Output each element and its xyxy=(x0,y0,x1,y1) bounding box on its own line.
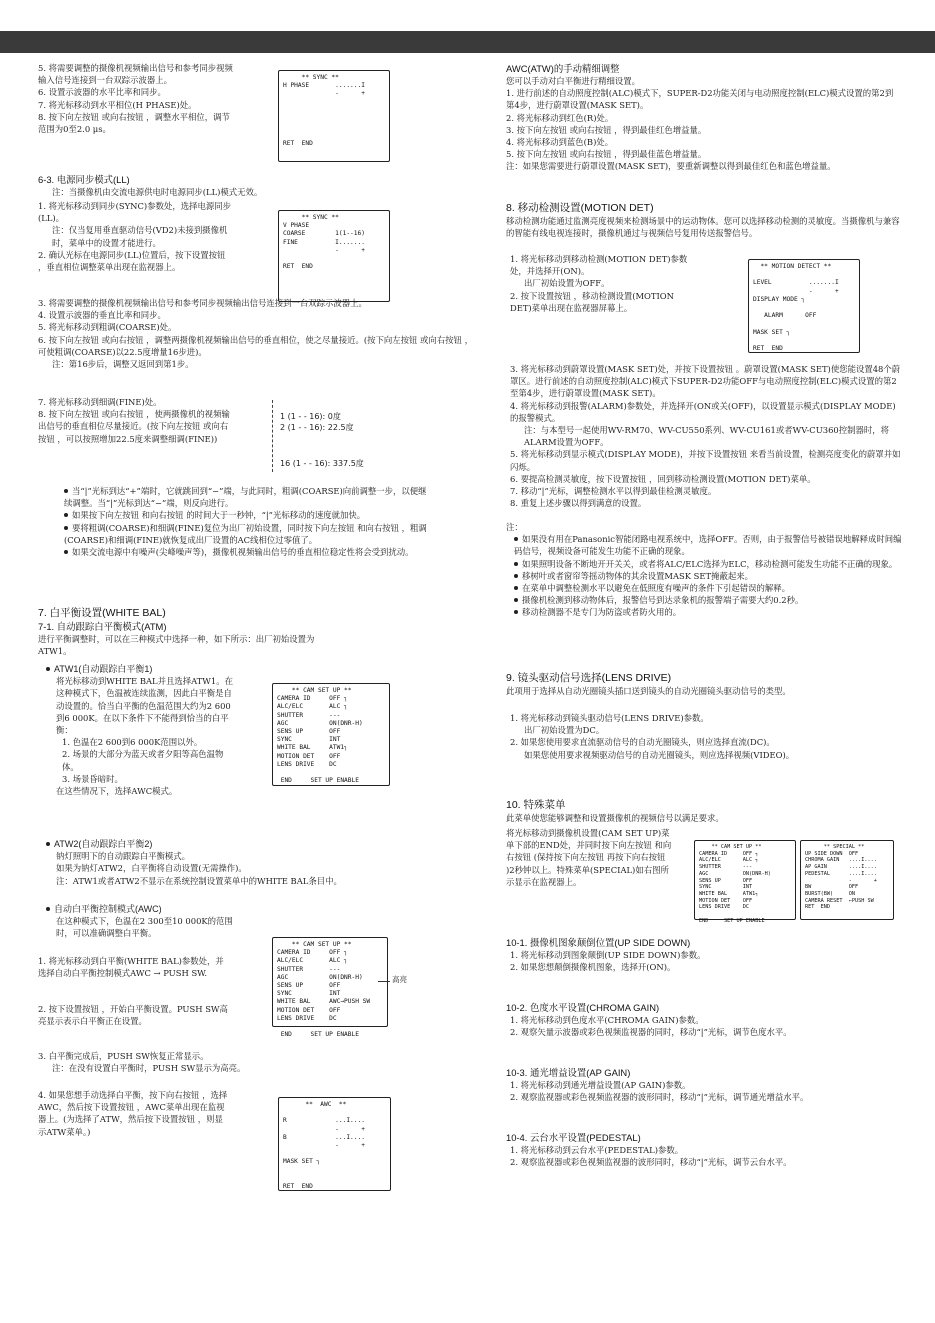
phase-label: 1 (1 - - 16): 0度 xyxy=(280,412,341,421)
bullet-item xyxy=(64,485,434,509)
step-text: 5. 按下向左按钮 或向右按钮 ，得到最佳蓝色增益量。 xyxy=(506,149,707,160)
step-text: 1. 将光标移动到图象颠倒(UP SIDE DOWN)参数。 xyxy=(510,950,706,960)
section-title: 6-3. 电源同步模式(LL) xyxy=(38,174,130,185)
step-text: 6. 按下向左按钮 或向右按钮 ，调整两摄像机视频输出信号的垂直相位，使之尽量接近。(按下向左按钮 或向右按钮 ，可使粗调(COARSE)以22.5度增量16步进)。 xyxy=(38,334,473,357)
atw2-block xyxy=(46,838,426,887)
atw1-block xyxy=(46,663,236,797)
section-title: 10. 特殊菜单 xyxy=(506,799,566,811)
atw2-title xyxy=(46,838,426,850)
bullet-text: 如果没有用在Panasonic智能闭路电视系统中，选择OFF。否则，由于报警信号被错误地解释成时间编码信号，视频设备可能发生功能不正确的现象。 xyxy=(514,534,902,557)
awc-step-2 xyxy=(38,1003,228,1027)
bullet-text: 如果照明设备不断地开开关关，或者将ALC/ELC选择为ELC，移动检测可能发生功能不正确的现象。 xyxy=(522,558,898,569)
section-8 xyxy=(506,201,901,239)
step-text: 8. 重复上述步骤以得到满意的设置。 xyxy=(510,498,647,509)
bullet-dot xyxy=(46,842,50,846)
motion-detect-menu: ** MOTION DETECT ** LEVEL .......I - + DISPLAY MODE ┐ ALARM OFF MASK SET ┐ RET END xyxy=(748,259,860,353)
awc-adjust-menu: ** AWC ** R ...I.... - + B ...I.... - + MASK SET ┐ RET END xyxy=(278,1097,391,1191)
section-6-3 xyxy=(38,173,478,198)
bullet-text: 如果按下向左按钮 和向右按钮 的时间大于一秒钟，“|”光标移动的速度就加快。 xyxy=(72,510,366,521)
bullet-dot xyxy=(514,574,518,578)
section-8-notes xyxy=(506,521,904,619)
note-text: 出厂初始设置为DC。 xyxy=(524,725,605,736)
section-6-3-more-steps xyxy=(38,297,478,370)
step-text: 1. 将光标移动到白平衡(WHITE BAL)参数处，并选择自动白平衡控制模式AWC → PUSH SW. xyxy=(38,956,224,979)
subsection-title: 10-3. 通光增益设置(AP GAIN) xyxy=(506,1067,631,1078)
bullet-dot xyxy=(64,489,68,493)
step-text: 2. 按下设置按钮 ，移动检测设置(MOTION DET)菜单出现在监视器屏幕上。 xyxy=(510,290,674,313)
atw2-text: 如果为钠灯ATW2，白平衡将自动设置(无需操作)。 xyxy=(56,863,247,874)
step-text: 2. 确认光标在电源同步(LL)位置后，按下设置按钮 ，垂直相位调整菜单出现在监视器上。 xyxy=(38,249,226,273)
step-text: 3. 按下向左按钮 或向右按钮 ，得到最佳红色增益量。 xyxy=(506,124,707,135)
note-text: 出厂初始设置为OFF。 xyxy=(524,278,610,289)
step-text: 5. 将光标移动到显示模式(DISPLAY MODE)，并按下设置按钮 来看当前设置，检测亮度变化的蔚罩并如闪烁。 xyxy=(510,449,901,472)
header-bar xyxy=(0,31,935,53)
step-text: 2. 观察监视器或彩色视频监视器的波形同时，移动“|”光标，调节通光增益水平。 xyxy=(510,1092,809,1103)
bullet-dot xyxy=(64,526,68,530)
step-text: 4. 将光标移动到蓝色(B)处。 xyxy=(506,137,614,148)
step-text: 3. 将需要调整的摄像机视频输出信号和参考同步视频输出信号连接到一台双踪示波器上。 xyxy=(38,298,367,308)
cam-setup-awc-menu: ** CAM SET UP ** CAMERA ID OFF ┐ ALC/ELC ALC ┐ SHUTTER --- AGC ON(DNR-H) SENS UP OFF SYNC INT WHITE BAL AWC→PUSH SW MOTION DET OFF LENS DRIVE DC END SET UP ENABLE xyxy=(272,937,388,1027)
awc-step-1 xyxy=(38,955,228,979)
body-text: 将光标移动到摄像机设置(CAM SET UP)菜单下部的END处，并同时按下向左按钮 和向右按钮 (保持按下向左按钮 再按下向右按钮 )2秒钟以上。特殊菜单(SPECIAL)如右图所示显示在监视器上。 xyxy=(506,828,672,887)
bullet-item xyxy=(64,546,434,558)
section-10-2 xyxy=(506,1001,904,1038)
section-10-3 xyxy=(506,1066,904,1103)
awc-atw-fine-section xyxy=(506,62,901,173)
note-text: 如果您使用要求视频驱动信号的自动光圈镜头，则应选择视频(VIDEO)。 xyxy=(524,749,795,760)
step-text: 1. 将光标移动到色度水平(CHROMA GAIN)参数。 xyxy=(510,1015,704,1025)
bullet-item xyxy=(506,582,904,594)
atw1-condition: 2. 场景的大部分为蓝天或者夕阳等高色温物体。 xyxy=(62,749,224,772)
atw2-text: 注：ATW1或者ATW2不显示在系统控制设置菜单中的WHITE BAL条目中。 xyxy=(56,875,342,886)
section-7 xyxy=(38,606,478,657)
note-text: 注：如果您需要进行蔚罩设置(MASK SET)，要重新调整以得到最佳红色和蓝色增益量。 xyxy=(506,161,836,172)
bullet-item xyxy=(506,594,904,606)
bullet-item xyxy=(506,570,904,582)
step-text: 1. 将光标移动到通光增益设置(AP GAIN)参数。 xyxy=(510,1080,691,1090)
atw1-title xyxy=(46,663,236,675)
subsection-title: 10-2. 色度水平设置(CHROMA GAIN) xyxy=(506,1002,660,1013)
step-text: 7. 将光标移动到细调(FINE)处。 xyxy=(38,397,162,407)
step-text: 2. 如果您使用要求直流驱动信号的自动光圈镜头，则应选择直流(DC)。 xyxy=(510,737,775,748)
highlight-pointer xyxy=(378,981,390,982)
section-10-4 xyxy=(506,1131,904,1168)
step-text: 1. 将光标移动到移动检测(MOTION DET)参数处，并选择开(ON)。 xyxy=(510,254,688,277)
bullet-item xyxy=(506,558,904,570)
awc-text: 在这种模式下，色温在2 300至10 000K的范围时，可以准确调整白平衡。 xyxy=(56,916,233,939)
bullet-dot xyxy=(514,598,518,602)
bullet-text: 移动检测器不是专门为防盗或者防火用的。 xyxy=(522,607,682,618)
section-title: 8. 移动检测设置(MOTION DET) xyxy=(506,202,654,214)
sync-hphase-menu: ** SYNC ** H PHASE .......I - + RET END xyxy=(278,70,390,162)
intro-text: 进行平衡调整时，可以在三种模式中选择一种，如下所示：出厂初始设置为ATW1。 xyxy=(38,634,315,657)
step-text: 2. 将光标移动到红色(R)处。 xyxy=(506,112,614,123)
special-menu: ** SPECIAL ** UP SIDE DOWN OFF CHROMA GAIN ....I.... AP GAIN ....I.... PEDESTAL ....I.... - + BW OFF BURST(BW) ON CAMERA RESET ←PUSH SW RET END xyxy=(800,840,894,920)
step-text: 3. 将光标移动到蔚罩设置(MASK SET)处，并按下设置按钮 。蔚罩设置(MASK SET)使您能设置48个蔚罩区。进行前述的自动照度控制(ALC)模式下SUPER-D2功能OFF与电动照度控制(ELC)模式设置的第2至第4步，进行蔚罩设置(MASK SET)。 xyxy=(510,364,901,399)
intro-text: 您可以手动对白平衡进行精细设置。 xyxy=(506,76,640,86)
note-text: 注：仅当复用垂直驱动信号(VD2)未接到摄像机时，菜单中的设置才能进行。 xyxy=(52,225,228,248)
step-text: 7. 移动“|”光标，调整检测水平以得到最佳检测灵敏度。 xyxy=(510,486,717,497)
subsection-title: 10-1. 摄像机图象颠倒位置(UP SIDE DOWN) xyxy=(506,937,691,948)
step-text: 7. 将光标移动到水平相位(H PHASE)处。 xyxy=(38,99,197,110)
step-text: 1. 将光标移动到同步(SYNC)参数处，选择电源同步(LL)。 xyxy=(38,201,231,224)
cam-setup-small-menu: ** CAM SET UP ** CAMERA ID OFF ┐ ALC/ELC ALC ┐ SHUTTER --- AGC ON(DNR-H) SENS UP OFF SYNC INT WHITE BAL ATW1┐ MOTION DET OFF LENS DRIVE DC END SET UP ENABLE xyxy=(694,840,796,920)
section-9 xyxy=(506,671,904,697)
bullet-item xyxy=(506,533,904,557)
note-text: 注：当摄像机由交流电源供电时电源同步(LL)模式无效。 xyxy=(52,187,263,197)
bullet-dot xyxy=(64,513,68,517)
bullet-text: 移树叶或者窗帘等摇动物体的其余设置MASK SET掩蔽起来。 xyxy=(522,570,753,581)
atw2-text: 钠灯照明下的自动跟踪白平衡模式。 xyxy=(56,851,190,862)
subsection-title: 10-4. 云台水平设置(PEDESTAL) xyxy=(506,1132,641,1143)
awc-title xyxy=(46,903,236,915)
step-text: 5. 将光标移动到粗调(COARSE)处。 xyxy=(38,322,177,333)
highlight-label: 高亮 xyxy=(392,975,407,984)
note-text: 注：第16步后，调整又返回到第1步。 xyxy=(52,359,194,370)
step-text: 3. 白平衡完成后，PUSH SW恢复正常显示。 xyxy=(38,1051,209,1061)
bullet-text: 在菜单中调整检测水平以避免在低照度有噪声的条件下引起错误的解释。 xyxy=(522,583,790,594)
section-title: AWC(ATW)的手动精细调整 xyxy=(506,63,620,74)
section-8-steps-top xyxy=(510,253,696,314)
section-title: 7. 白平衡设置(WHITE BAL) xyxy=(38,607,166,619)
bullet-text: 如果交流电源中有噪声(尖峰噪声等)，摄像机视频输出信号的垂直相位稳定性将会受到扰动。 xyxy=(72,547,414,558)
section-6-3-fine xyxy=(38,396,234,445)
bullet-dot xyxy=(46,667,50,671)
step-text: 8. 按下向左按钮 或向右按钮 ，使两摄像机的视频输出信号的垂直相位尽量接近。(按下向左按钮 或向右按钮 ，可以按照增加22.5度来调整细调(FINE)) xyxy=(38,409,230,444)
phase-label: 16 (1 - - 16): 337.5度 xyxy=(280,459,364,468)
intro-text: 此项用于选择从自动光圈镜头插口送到镜头的自动光圈镜头驱动信号的类型。 xyxy=(506,686,791,696)
section-9-steps xyxy=(510,712,902,761)
phase-label: 2 (1 - - 16): 22.5度 xyxy=(280,423,354,432)
step-text: 4. 如果您想手动选择白平衡，按下向右按钮 ，选择AWC，然后按下设置按钮 ，AWC菜单出现在监视器上。(为选择了ATW，然后按下设置按钮 ，则显示ATW菜单。) xyxy=(38,1090,228,1137)
intro-text: 此菜单使您能够调整和设置摄像机的视频信号以满足要求。 xyxy=(506,813,724,823)
bullet-dot xyxy=(514,562,518,566)
note-text: 注：在没有设置白平衡时，PUSH SW显示为高亮。 xyxy=(52,1063,246,1074)
phase-bracket xyxy=(272,400,274,472)
section-10-text xyxy=(506,827,676,888)
bullet-item xyxy=(64,509,434,521)
atw1-end: 在这些情况下，选择AWC模式。 xyxy=(56,786,178,797)
atw2-title-text: ATW2(自动跟踪白平衡2) xyxy=(54,839,153,849)
step-text: 1. 将光标移动到镜头驱动信号(LENS DRIVE)参数。 xyxy=(510,713,709,723)
step-text: 2. 如果您想颠倒摄像机图象，选择开(ON)。 xyxy=(510,962,676,973)
section-8-steps xyxy=(510,363,902,509)
step-text: 2. 观察矢量示波器或彩色视频监视器的同时，移动“|”光标，调节色度水平。 xyxy=(510,1027,792,1038)
awc-block xyxy=(46,903,236,940)
step-text: 2. 观察监视器或彩色视频监视器的波形同时，移动“|”光标，调节云台水平。 xyxy=(510,1157,792,1168)
step-text: 4. 设置示波器的垂直比率和同步。 xyxy=(38,310,166,321)
left-intro-steps xyxy=(38,62,238,135)
bullet-dot xyxy=(514,610,518,614)
bullet-text: 摄像机检测到移动物体后，报警信号到达录象机的报警端子需要大约0.2秒。 xyxy=(522,595,804,606)
step-text: 5. 将需要调整的摄像机视频输出信号和参考同步视频输入信号连接到一台双踪示波器上。 xyxy=(38,63,233,86)
section-10-1 xyxy=(506,936,904,973)
awc-step-3 xyxy=(38,1050,478,1074)
bullet-dot xyxy=(64,550,68,554)
bullet-text: 当“|”光标到达“+”端时，它就跳回到“−”端，与此同时，粗调(COARSE)向前调整一步，以便继续调整。当“|”光标到达“−”端，则反向进行。 xyxy=(64,486,427,509)
awc-step-4 xyxy=(38,1089,228,1138)
notes-title: 注： xyxy=(506,522,523,532)
step-text: 8. 按下向左按钮 或向右按钮 ，调整水平相位，调节范围为0至2.0 μs。 xyxy=(38,111,230,135)
atw1-condition: 1. 色温在2 600到6 000K范围以外。 xyxy=(62,737,203,748)
sync-vphase-menu: ** SYNC ** V PHASE COARSE 1(1--16) FINE I....... - + RET END xyxy=(278,210,390,302)
step-text: 6. 要提高检测灵敏度，按下设置按钮 ，回到移动检测设置(MOTION DET)菜单。 xyxy=(510,473,816,484)
bullet-dot xyxy=(46,907,50,911)
bullet-dot xyxy=(514,586,518,590)
atw1-text: 将光标移动到WHITE BAL并且选择ATW1。在这种模式下，色温被连续监测，因此白平衡是自动设置的。恰当白平衡的色温范围大约为2 600到6 000K。在以下条件下不能得到恰当的白平衡： xyxy=(56,676,233,736)
step-text: 2. 按下设置按钮 ，开始白平衡设置。PUSH SW高亮显示表示白平衡正在设置。 xyxy=(38,1004,228,1027)
step-text: 1. 进行前述的自动照度控制(ALC)模式下，SUPER-D2功能关闭与电动照度控制(ELC)模式设置的第2到第4步，进行蔚罩设置(MASK SET)。 xyxy=(506,88,894,111)
step-text: 4. 将光标移动到报警(ALARM)参数处，并选择开(ON或关(OFF)，以设置显示模式(DISPLAY MODE)的报警模式。 xyxy=(510,400,896,423)
bullet-item xyxy=(64,522,434,546)
step-text: 6. 设置示波器的水平比率和同步。 xyxy=(38,87,166,98)
step-text: 1. 将光标移动到云台水平(PEDESTAL)参数。 xyxy=(510,1145,684,1155)
bullet-dot xyxy=(514,537,518,541)
subsection-title: 7-1. 自动跟踪白平衡模式(ATM) xyxy=(38,621,167,632)
fine-notes-list xyxy=(64,485,434,558)
section-title: 9. 镜头驱动信号选择(LENS DRIVE) xyxy=(506,672,672,684)
cam-setup-atw-menu: ** CAM SET UP ** CAMERA ID OFF ┐ ALC/ELC ALC ┐ SHUTTER --- AGC ON(DNR-H) SENS UP OFF SYNC INT WHITE BAL ATW1┐ MOTION DET OFF LENS DRIVE DC END SET UP ENABLE xyxy=(272,683,390,786)
section-10 xyxy=(506,798,904,824)
intro-text: 移动检测功能通过监测亮度视频来检测场景中的运动物体。您可以选择移动检测的灵敏度。当摄像机与兼容的智能有线电视连接时，摄像机通过与视频信号复用传送报警信号。 xyxy=(506,216,900,239)
atw1-condition: 3. 场景昏暗时。 xyxy=(62,773,123,784)
section-6-3-steps xyxy=(38,200,234,273)
awc-title-text: 自动白平衡控制模式(AWC) xyxy=(54,904,162,914)
atw1-title-text: ATW1(自动跟踪白平衡1) xyxy=(54,664,153,674)
note-text: 注：与本型号一起使用WV-RM70、WV-CU550系列、WV-CU161或者WV-CU360控制器时，将ALARM设置为OFF。 xyxy=(524,425,890,448)
bullet-item xyxy=(506,606,904,618)
bullet-text: 要将粗调(COARSE)和细调(FINE)复位为出厂初始设置，同时按下向左按钮 和向右按钮 ，粗调(COARSE)和细调(FINE)就恢复成出厂设置的AC线相位过零值了。 xyxy=(64,522,427,545)
